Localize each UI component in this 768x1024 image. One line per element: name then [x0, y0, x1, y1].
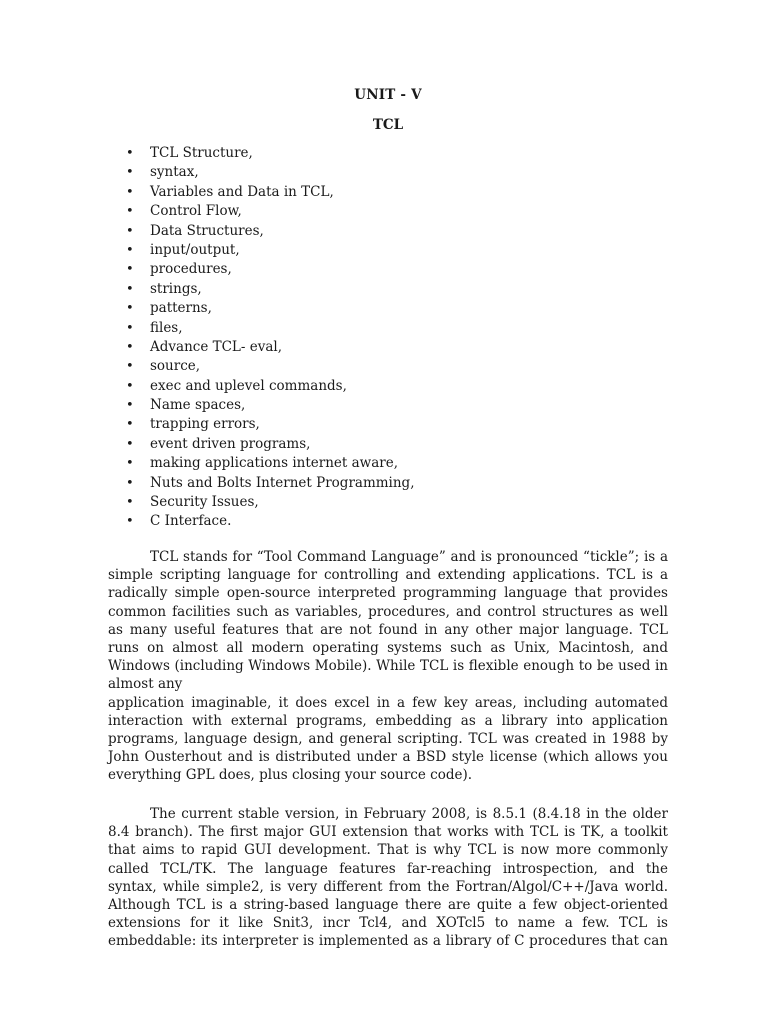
bullet-icon: •	[126, 475, 134, 491]
bullet-icon: •	[126, 339, 134, 355]
bullet-icon: •	[126, 398, 134, 414]
topic-list-item	[126, 241, 415, 260]
intro-paragraph	[108, 548, 668, 784]
topic-text: C Interface.	[150, 513, 232, 530]
topic-text: TCL Structure,	[150, 145, 253, 161]
paragraph-line: runs on almost all modern operating systems such as Unix, Macintosh, and	[108, 639, 668, 656]
topic-list-item	[126, 280, 415, 299]
topic-list-item	[126, 319, 415, 338]
paragraph-line: simple scripting language for controlling and extending applications. TCL is a	[108, 567, 668, 584]
topic-list-item	[126, 338, 415, 357]
topic-text: Security Issues,	[150, 494, 259, 511]
topic-list-item	[126, 396, 415, 415]
paragraph-line: extensions for it like Snit3, incr Tcl4, and XOTcl5 to name a few. TCL is	[108, 915, 668, 932]
bullet-icon: •	[126, 456, 134, 472]
bullet-icon: •	[126, 262, 134, 278]
topic-list-item	[126, 163, 415, 182]
topic-text: source,	[150, 358, 201, 375]
topic-text: input/output,	[150, 241, 240, 258]
bullet-icon: •	[126, 417, 134, 433]
topic-text: Advance TCL- eval,	[150, 338, 283, 355]
topic-text: Variables and Data in TCL,	[150, 183, 334, 200]
bullet-icon: •	[126, 320, 134, 336]
topic-text: files,	[150, 319, 183, 336]
topic-list-item	[126, 260, 415, 279]
paragraph-line: everything GPL does, plus closing your source code).	[108, 767, 473, 784]
topic-text: event driven programs,	[150, 435, 311, 452]
unit-heading: UNIT - V	[354, 87, 422, 103]
topic-text: making applications internet aware,	[150, 455, 399, 472]
topic-list-item	[126, 454, 415, 473]
bullet-icon: •	[126, 184, 134, 200]
bullet-icon: •	[126, 378, 134, 394]
bullet-icon: •	[126, 165, 134, 181]
topic-list-item	[126, 493, 415, 512]
topic-text: trapping errors,	[150, 416, 260, 433]
topic-list-item	[126, 377, 415, 396]
topic-text: Data Structures,	[150, 222, 264, 239]
bullet-icon: •	[126, 204, 134, 220]
topic-text: syntax,	[150, 164, 199, 181]
topic-list-item	[126, 435, 415, 454]
paragraph-line: embeddable: its interpreter is implemented as a library of C procedures that can	[108, 933, 668, 950]
paragraph-line: radically simple open-source interpreted programming language that provides	[108, 585, 668, 602]
paragraph-line: application imaginable, it does excel in a few key areas, including automated	[108, 694, 668, 711]
bullet-icon: •	[126, 436, 134, 452]
paragraph-line: common facilities such as variables, procedures, and control structures as well	[108, 603, 668, 620]
topic-text: exec and uplevel commands,	[150, 377, 347, 394]
paragraph-line: John Ousterhout and is distributed under a BSD style license (which allows you	[108, 749, 668, 766]
topic-text: Control Flow,	[150, 203, 242, 220]
paragraph-line: 8.4 branch). The first major GUI extension that works with TCL is TK, a toolkit	[108, 824, 668, 841]
topic-list-item	[126, 357, 415, 376]
topic-list-item	[126, 222, 415, 241]
paragraph-line: Although TCL is a string-based language there are quite a few object-oriented	[108, 896, 668, 913]
version-paragraph	[108, 805, 668, 951]
topic-list-item	[126, 474, 415, 493]
bullet-icon: •	[126, 495, 134, 511]
topic-list-item	[126, 202, 415, 221]
topic-text: procedures,	[150, 261, 232, 278]
topic-list-item	[126, 144, 415, 163]
topic-list	[126, 144, 415, 532]
bullet-icon: •	[126, 242, 134, 258]
paragraph-line: that aims to rapid GUI development. That is why TCL is now more commonly	[108, 842, 668, 859]
topic-text: Name spaces,	[150, 397, 246, 414]
bullet-icon: •	[126, 146, 134, 161]
topic-text: patterns,	[150, 300, 212, 317]
paragraph-line: syntax, while simple2, is very different from the Fortran/Algol/C++/Java world.	[108, 878, 668, 895]
paragraph-line: as many useful features that are not found in any other major language. TCL	[108, 621, 668, 638]
topic-list-item	[126, 415, 415, 434]
topic-list-item	[126, 299, 415, 318]
topic-text: strings,	[150, 280, 202, 297]
bullet-icon: •	[126, 301, 134, 317]
paragraph-line: TCL stands for “Tool Command Language” and is pronounced “tickle”; is a	[150, 549, 668, 565]
bullet-icon: •	[126, 359, 134, 375]
paragraph-line: interaction with external programs, embedding as a library into application	[108, 712, 668, 729]
paragraph-line: The current stable version, in February 2008, is 8.5.1 (8.4.18 in the older	[150, 806, 668, 822]
topic-list-item	[126, 183, 415, 202]
topic-list-item	[126, 512, 415, 531]
paragraph-line: programs, language design, and general scripting. TCL was created in 1988 by	[108, 730, 668, 747]
paragraph-line: called TCL/TK. The language features far-reaching introspection, and the	[108, 860, 668, 877]
subject-heading: TCL	[372, 117, 404, 133]
bullet-icon: •	[126, 281, 134, 297]
bullet-icon: •	[126, 514, 134, 530]
paragraph-line: Windows (including Windows Mobile). While TCL is flexible enough to be used in	[108, 658, 668, 675]
topic-text: Nuts and Bolts Internet Programming,	[150, 474, 415, 491]
paragraph-line: almost any	[108, 676, 183, 693]
bullet-icon: •	[126, 223, 134, 239]
